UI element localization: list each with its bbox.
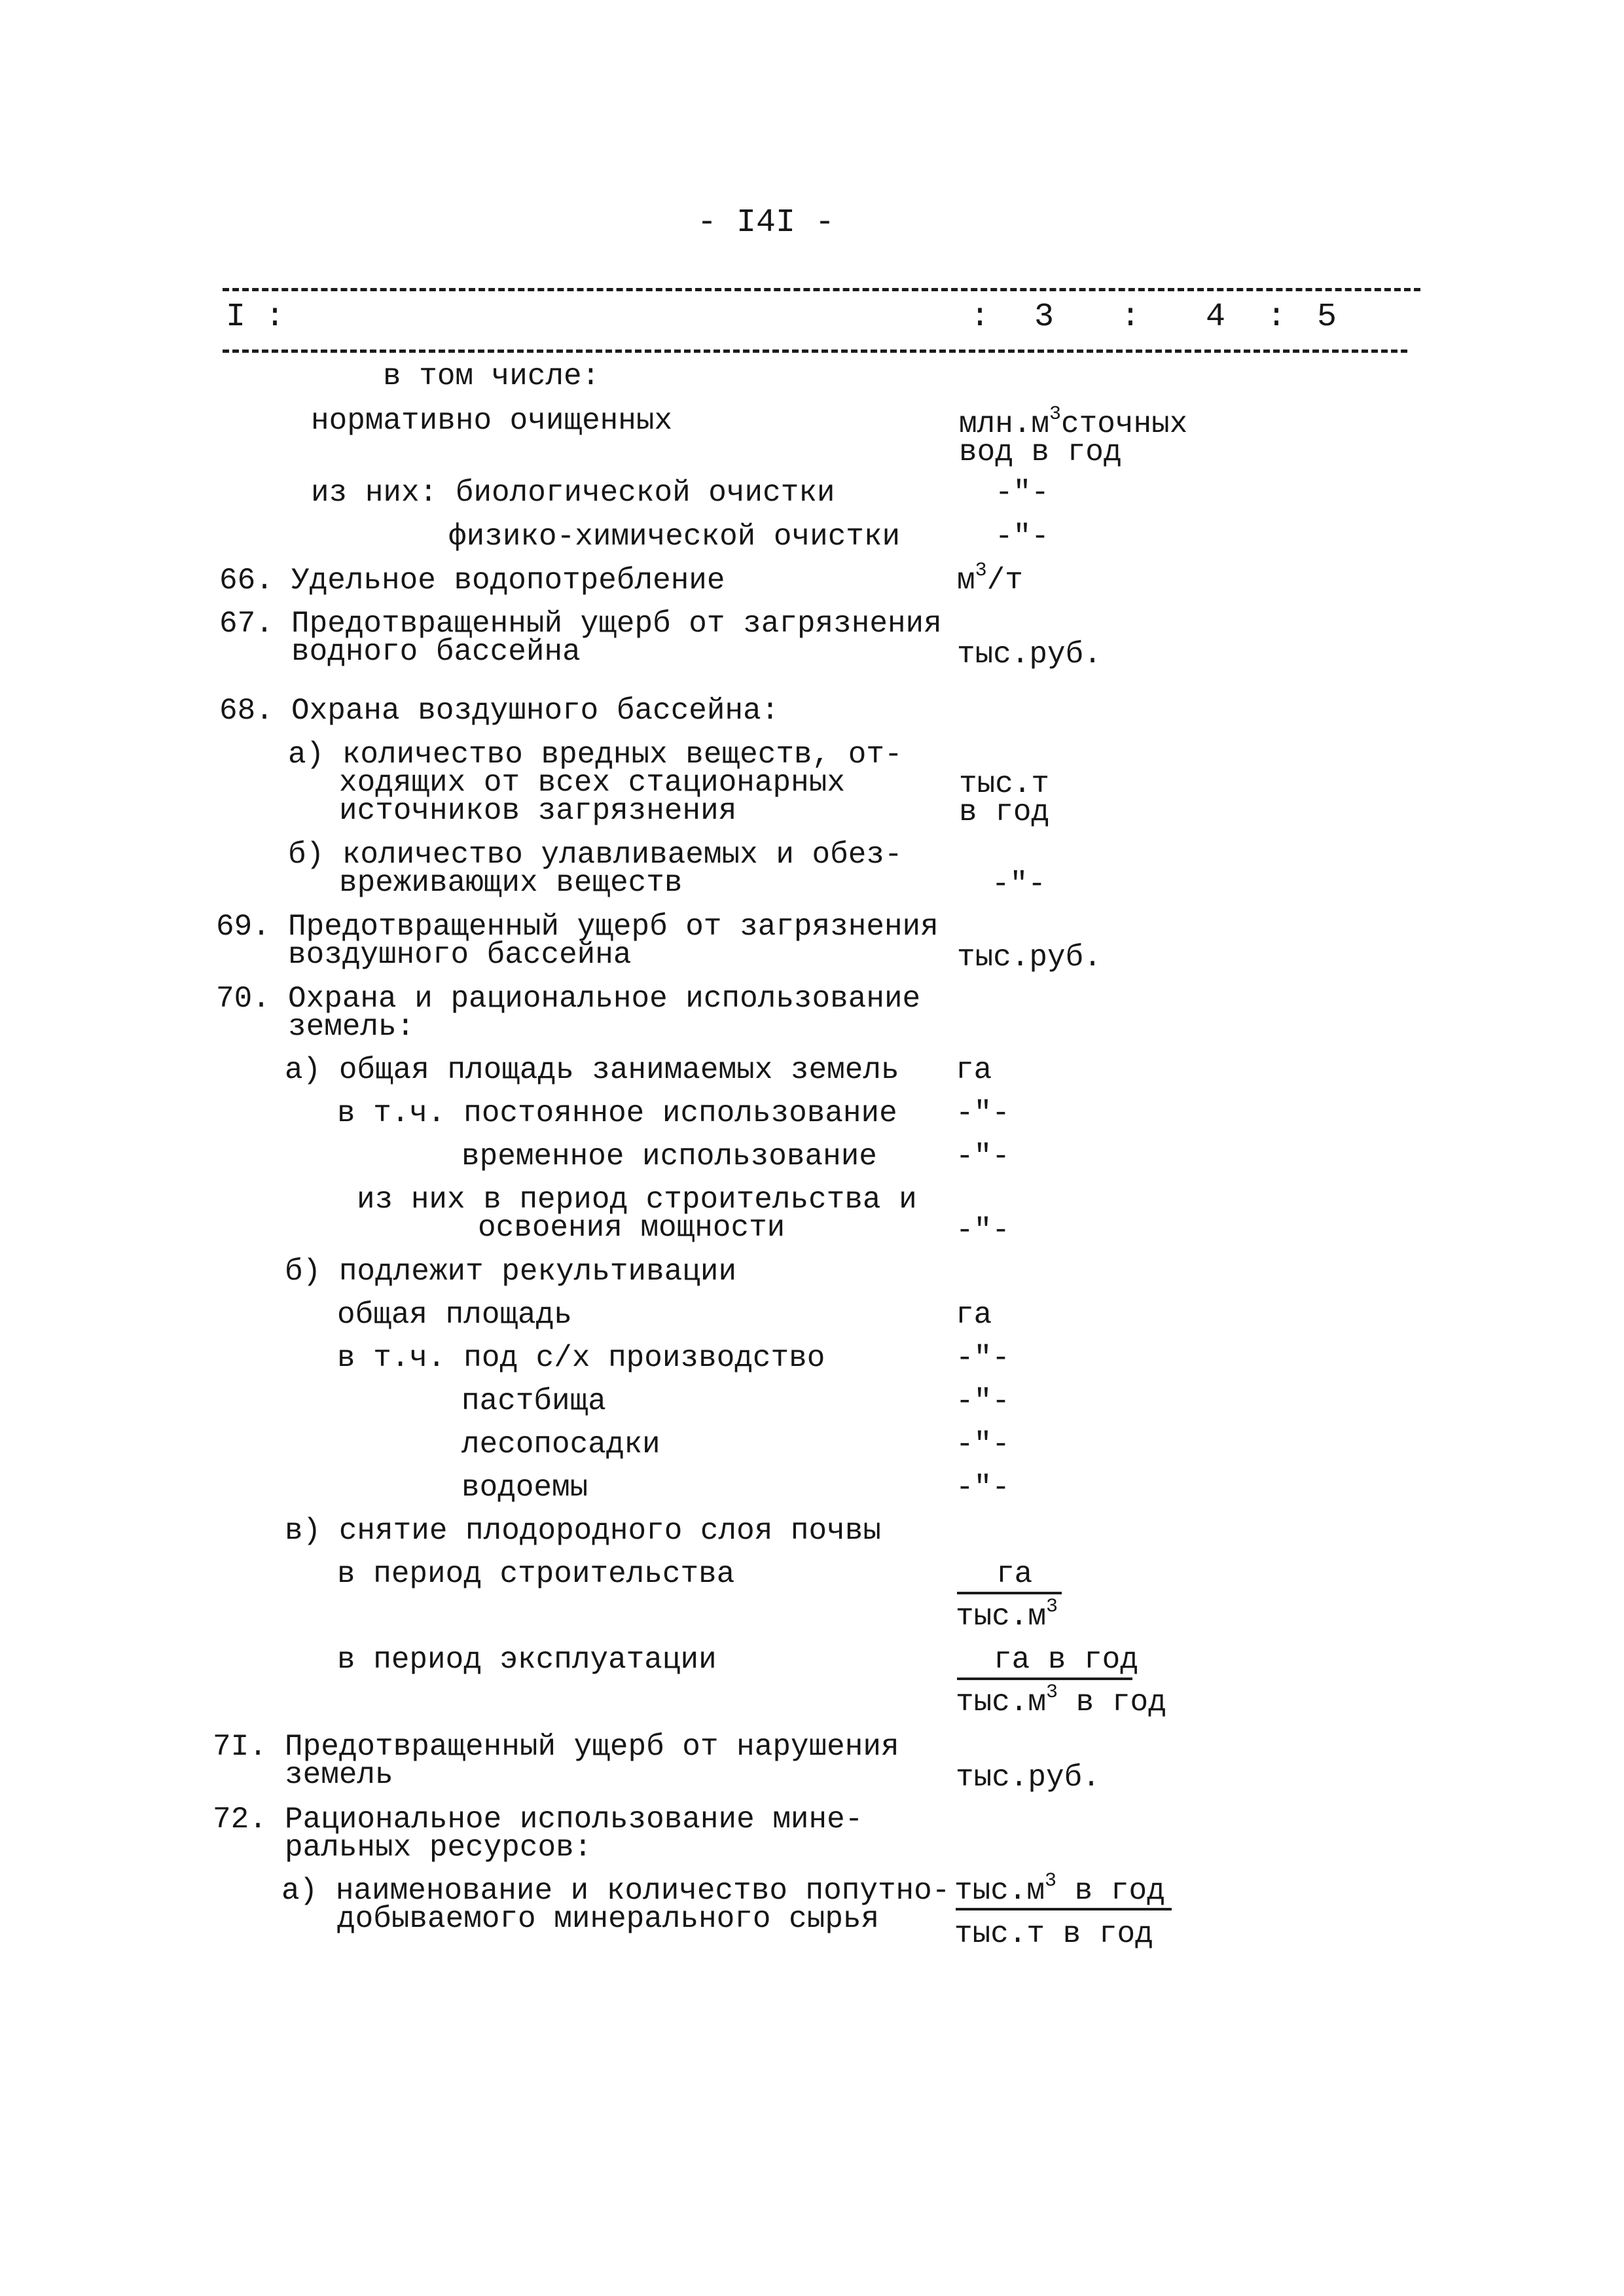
item-70-number: 70. [216,982,270,1016]
item-70b-agri-unit: -"- [956,1341,1010,1375]
item-70a-construction-2: освоения мощности [478,1211,785,1245]
header-sep-3: : [970,298,990,336]
item-70-label-1: Охрана и рациональное использование [288,982,921,1016]
unit-normatively-treated-2: вод в год [959,435,1122,469]
item-71-number: 7I. [213,1730,267,1764]
item-70b-agri: в т.ч. под с/х производство [337,1341,825,1375]
item-70b-pasture-unit: -"- [956,1384,1010,1418]
item-70v-construction-unit-den: $тыс.м^3$ [956,1595,1058,1634]
item-68-label: Охрана воздушного бассейна: [291,694,780,728]
item-70b-label: б) подлежит рекультивации [285,1255,737,1289]
item-66-unit: $м^3/т$ [957,559,1023,598]
item-70a-permanent-unit: -"- [956,1096,1010,1130]
item-70a-temporary-unit: -"- [956,1139,1010,1174]
item-72-number: 72. [213,1803,267,1837]
item-72-label-2: ральных ресурсов: [285,1831,592,1865]
item-70v-operation: в период эксплуатации [337,1643,717,1677]
item-70-label-2: земель: [288,1010,415,1044]
row-biological: из них: биологической очистки [311,476,835,510]
page-number: - I4I - [697,204,835,242]
item-68a-unit-1: тыс.т [959,767,1050,801]
item-70b-water-unit: -"- [956,1471,1010,1505]
item-69-unit: тыс.руб. [957,941,1102,975]
item-70v-operation-unit-den: $тыс.м^3$ в год [956,1681,1166,1719]
item-70v-operation-unit-num: га в год [994,1643,1138,1677]
header-rule-bottom [223,350,1407,353]
item-68b-label-1: б) количество улавливаемых и обез- [288,838,903,872]
item-72a-unit-num: $тыс.м^3$ в год [954,1869,1165,1908]
unit-physchem: -"- [995,520,1049,554]
item-70v-label: в) снятие плодородного слоя почвы [285,1514,881,1548]
item-69-label-2: воздушного бассейна [288,938,632,972]
item-72a-label-2: добываемого минерального сырья [337,1902,880,1936]
item-70a-construction-unit: -"- [956,1213,1010,1247]
item-70v-operation-fraction-bar [957,1677,1132,1680]
item-68b-unit: -"- [992,867,1046,901]
item-66-number: 66. [219,564,274,598]
item-70b-forest: лесопосадки [461,1427,660,1462]
item-70v-construction: в период строительства [337,1557,735,1591]
item-67-unit: тыс.руб. [957,637,1102,672]
item-68a-label-1: а) количество вредных веществ, от- [288,738,903,772]
item-70v-construction-fraction-bar [957,1592,1062,1594]
item-70v-construction-unit-num: га [996,1557,1033,1591]
item-70a-construction-1: из них в период строительства и [357,1183,917,1217]
item-68a-label-3: источников загрязнения [339,794,737,828]
item-72a-fraction-bar [956,1908,1172,1910]
row-normatively-treated: нормативно очищенных [311,404,673,438]
unit-normatively-treated: $млн.м^3сточных$ [959,403,1188,441]
item-70b-total-unit: га [956,1298,992,1332]
item-67-label-2: водного бассейна [291,635,581,669]
item-70b-water: водоемы [461,1471,588,1505]
item-70b-forest-unit: -"- [956,1427,1010,1462]
item-67-number: 67. [219,607,274,641]
item-70b-total: общая площадь [337,1298,572,1332]
header-sep-4: : [1121,298,1141,336]
item-68a-unit-2: в год [959,795,1050,829]
row-physchem: физико-химической очистки [448,520,901,554]
item-72a-label-1: а) наименование и количество попутно- [281,1874,950,1908]
item-71-label-2: земель [285,1758,393,1792]
unit-biological: -"- [995,476,1049,510]
item-72-label-1: Рациональное использование мине- [285,1803,863,1837]
item-70a-temporary: временное использование [461,1139,877,1174]
item-71-unit: тыс.руб. [956,1761,1100,1795]
item-66-label: Удельное водопотребление [291,564,725,598]
item-68b-label-2: вреживающих веществ [339,866,683,900]
header-col-3: 3 [1034,298,1055,336]
header-sep-5: : [1267,298,1287,336]
item-69-label-1: Предотвращенный ущерб от загрязнения [288,910,939,944]
item-70a-unit: га [956,1053,992,1087]
header-col-1: I : [226,298,285,336]
item-72a-unit-den: тыс.т в год [954,1917,1153,1951]
item-68-number: 68. [219,694,274,728]
item-69-number: 69. [216,910,270,944]
item-70a-label: а) общая площадь занимаемых земель [285,1053,899,1087]
item-68a-label-2: ходящих от всех стационарных [339,766,845,800]
item-70a-permanent: в т.ч. постоянное использование [337,1096,897,1130]
row-including: в том числе: [383,359,600,393]
item-71-label-1: Предотвращенный ущерб от нарушения [285,1730,899,1764]
header-col-4: 4 [1206,298,1226,336]
header-col-5: 5 [1317,298,1337,336]
item-67-label-1: Предотвращенный ущерб от загрязнения [291,607,942,641]
header-rule-top [223,288,1420,291]
item-70b-pasture: пастбища [461,1384,606,1418]
